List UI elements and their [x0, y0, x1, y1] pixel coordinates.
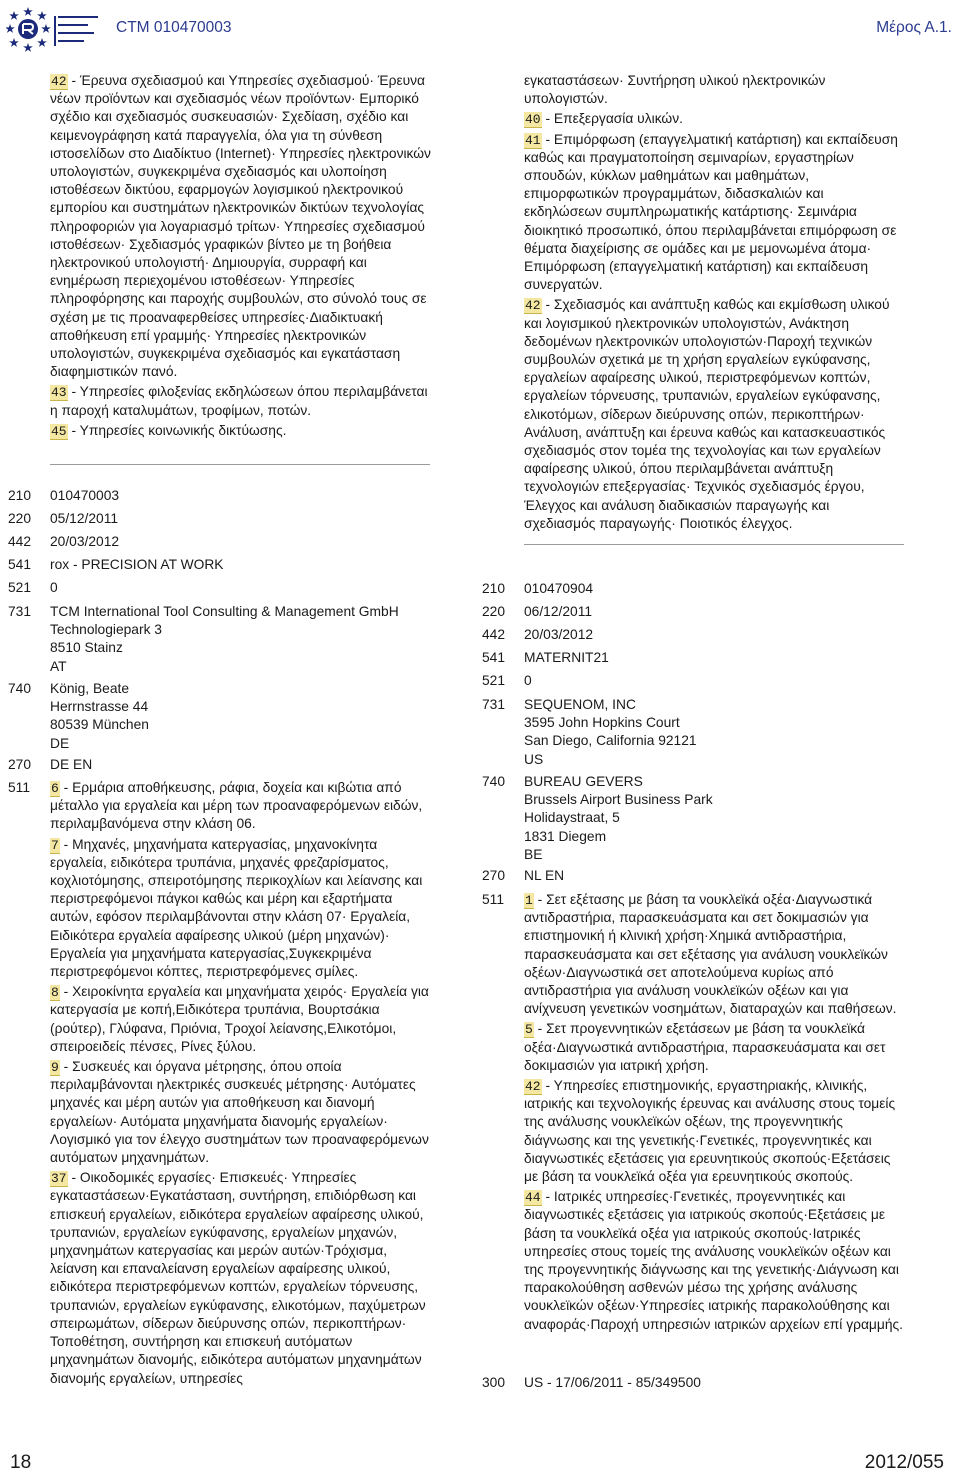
- field-value: 20/03/2012: [524, 627, 594, 642]
- field-code: 541: [8, 557, 32, 572]
- address-line: US: [524, 751, 544, 767]
- field-code: 220: [8, 511, 32, 526]
- field-value: 010470003: [50, 488, 120, 503]
- page-number: 18: [10, 1452, 32, 1473]
- field-value: 010470904: [524, 581, 594, 596]
- address-line: DE: [50, 735, 70, 751]
- class-text: - Έρευνα σχεδιασμού και Υπηρεσίες σχεδιασμού· Έρευνα νέων προϊόντων και σχεδιασμός νέων προϊόντων· Εμπορικό σχέδιο και σχεδιασμός συσκευασιών· Σχεδίαση, σχέδιο και κειμενογράφηση κατά παραγγελία, όλα για τη σύνθεση ιστοσελίδων στο Διαδίκτυο (Internet)· Υπηρεσίες ηλεκτρονικών υπολογιστών, συγκεκριμένα σχεδιασμός και υλοποίηση ιστοθέσεων δικτύου, εφαρμογών λογισμικού ηλεκτρονικού εμπορίου και συστημάτων ηλεκτρονικών δικτύων τεχνολογίας πληροφοριών για λογαριασμό τρίτων· Υπηρεσίες σχεδιασμού ιστοθέσεων· Σχεδιασμός γραφικών βίντεο με τη βοήθεια ηλεκτρονικού υπολογιστή· Δημιουργία, συρραφή και ενημέρωση περιεχομένου ιστοθέσεων· Υπηρεσίες πληροφόρησης και παροχής συμβουλών, στο σύνολό τους σε σχέση με τις προαναφερθείσες υπηρεσίες·Διαδικτυακή αποθήκευση επί γραμμής· Υπηρεσίες ηλεκτρονικών υπολογιστών, συγκεκριμένα σχεδιασμός και εγκατάσταση διαφημιστικών πανό.: [50, 73, 431, 380]
- page-header: [0, 0, 960, 60]
- class-text: - Υπηρεσίες φιλοξενίας εκδηλώσεων όπου περιλαμβάνεται η παροχή καταλυμάτων, τροφίμων, ποτών.: [50, 384, 428, 418]
- class-number: 37: [51, 1171, 67, 1187]
- class-item: [524, 131, 904, 295]
- class-text: - Σχεδιασμός και ανάπτυξη καθώς και εκμίσθωση υλικού και λογισμικού ηλεκτρονικών υπολογιστών, Ανάκτηση δεδομένων ηλεκτρονικών υπολογιστών·Παροχή τεχνικών συμβουλών σχετικά με τη χρήση εργαλείων εγκύφανσης, εργαλείων αφαίρεσης υλικού, περιστρεφόμενων κοπτών, εργαλείων τόρνευσης, τρυπανιών, εργαλείων εγκύφανσης, ελικοτόμων, σίδερων διεύρυνσης οπών, περικοπτήρων· Ανάλυση, ανάπτυξη και έρευνα καθώς και κατασκευαστικός σχεδιασμός στον τομέα της τεχνολογίας και των εργαλείων αφαίρεσης υλικού, όπου περιλαμβάνεται ανάπτυξη τεχνολογιών επεξεργασίας· Τεχνικός σχεδιασμός έργου, Έλεγχος και ανάλυση διαδικασιών παραγωγής και σχεδιασμός παραγωγής· Ποιοτικός έλεγχος.: [524, 297, 890, 531]
- field-code: 442: [8, 534, 32, 549]
- field-code: 511: [482, 892, 504, 907]
- address-line: 3595 John Hopkins Court: [524, 715, 680, 731]
- address-line: 1831 Diegem: [524, 828, 607, 844]
- address-line: AT: [50, 658, 67, 674]
- field-code: 740: [8, 681, 32, 696]
- field-code: 740: [482, 774, 506, 789]
- field-code: 521: [482, 673, 506, 688]
- class-text: - Επεξεργασία υλικών.: [541, 111, 683, 127]
- field-value: 0: [50, 580, 58, 595]
- address-line: Herrnstrasse 44: [50, 699, 149, 715]
- class-item: [50, 1169, 432, 1387]
- class-number: 43: [51, 385, 67, 401]
- class-text: - Ερμάρια αποθήκευσης, ράφια, δοχεία και κιβώτια από μέταλλο για εργαλεία και μέρη των προαναφερόμενων ειδών, περιλαμβανόμενα στην κλάση 06.: [50, 780, 423, 832]
- address-line: König, Beate: [50, 681, 130, 696]
- class-text: - Συσκευές και όργανα μέτρησης, όπου οποία περιλαμβάνονται ηλεκτρικές συσκευές μέτρησης· Αυτόματες μηχανές και μέρη αυτών για αποθήκευση και διανομή εργαλείων· Αυτόματα μηχανήματα διανομής εργαλείων· Λογισμικό για τον έλεγχο συστημάτων των προαναφερόμενων αυτόματων μηχανημάτων.: [50, 1059, 429, 1166]
- field-value: 20/03/2012: [50, 534, 120, 549]
- ohim-emblem-icon: [6, 4, 106, 56]
- class-text: - Ιατρικές υπηρεσίες·Γενετικές, προγεννητικές και διαγνωστικές εξετάσεις για ιατρικούς σκοπούς·Εξετάσεις με βάση τα νουκλεϊκά οξέα για ιατρικούς σκοπούς·Ιατρικές υπηρεσίες στους τομείς της ανάλυσης νουκλεϊκών οξέων και της προγεννητικής διάγνωσης και της γενετικής·Διάγνωση και παρακολούθηση ασθενών μέσω της χρήσης ανάλυσης νουκλεϊκών οξέων·Υπηρεσίες ιατρικής παρακολούθησης και αναφοράς·Παροχή υπηρεσιών ιατρικών αρχείων επί γραμμής.: [524, 1189, 903, 1332]
- class-number: 45: [51, 423, 67, 439]
- field-value: 05/12/2011: [50, 511, 119, 526]
- field-code: 220: [482, 604, 506, 619]
- left-continuation-classes: [50, 72, 432, 442]
- address-line: SEQUENOM, INC: [524, 697, 636, 712]
- class-number: 5: [525, 1022, 533, 1038]
- address-line: 8510 Stainz: [50, 640, 123, 656]
- class-item: [524, 1188, 904, 1334]
- class-item: [50, 1058, 432, 1167]
- class-text: - Επιμόρφωση (επαγγελματική κατάρτιση) και εκπαίδευση καθώς και πραγματοποίηση σεμιναρίων, εργαστηρίων σπουδών, κύκλων μαθημάτων και μαθημάτων, επιμορφωτικών προγραμμάτων, διδασκαλιών και εκδηλώσεων συμπληρωματικής κατάρτισης· Σεμινάρια διοικητικό προσωπικό, όπου περιλαμβάνεται επιμόρφωση σε θέματα διαχείρισης σε ομάδες και με μεμονωμένα άτομα· Επιμόρφωση (επαγγελματική κατάρτιση) και εκπαίδευση συνεργατών.: [524, 131, 898, 293]
- class-item: [50, 383, 432, 419]
- field-code: 270: [482, 868, 506, 883]
- address-line: 80539 München: [50, 717, 149, 733]
- class-list: [50, 779, 432, 1390]
- field-lines: [50, 680, 149, 753]
- address-line: TCM International Tool Consulting & Management GmbH: [50, 604, 399, 619]
- address-line: Technologiepark 3: [50, 622, 162, 638]
- class-item: [524, 1077, 904, 1186]
- class-item: [50, 779, 432, 834]
- field-value: US - 17/06/2011 - 85/349500: [524, 1375, 701, 1390]
- class-number: 8: [51, 985, 59, 1001]
- right-continuation-classes: [524, 72, 904, 535]
- class-number: 41: [525, 132, 541, 148]
- entry-divider: [524, 544, 904, 545]
- header-part: Μέρος Α.1.: [876, 19, 952, 36]
- class-item: [524, 110, 904, 128]
- class-item: [50, 422, 432, 440]
- continuation-text: εγκαταστάσεων· Συντήρηση υλικού ηλεκτρονικών υπολογιστών.: [524, 73, 826, 107]
- class-text: - Σετ εξέτασης με βάση τα νουκλεϊκά οξέα·Διαγνωστικά αντιδραστήρια, παρασκευάσματα και σετ δοκιμασιών για επιστημονική ή κλινική χρήση·Χημικά αντιδραστήρια, παρασκευάσματα και σετ εξέτασης για ανάλυση νουκλεϊκών οξέων·Διαγνωστικά σετ αποτελούμενα κυρίως από αντιδραστήρια για ανάλυση νουκλεϊκών οξέων και για ανίχνευση γενετικών νοσημάτων, διαταραχών και παθήσεων.: [524, 892, 897, 1017]
- field-code: 521: [8, 580, 32, 595]
- field-code: 731: [482, 697, 506, 712]
- field-value: DE EN: [50, 757, 93, 772]
- class-text: - Σετ προγεννητικών εξετάσεων με βάση τα νουκλεϊκά οξέα·Διαγνωστικά αντιδραστήρια, παρασκευάσματα και σετ δοκιμασιών για ιατρική χρήση.: [524, 1021, 886, 1073]
- class-number: 42: [525, 1079, 541, 1095]
- class-item: [50, 836, 432, 982]
- field-code: 442: [482, 627, 506, 642]
- issue-number: 2012/055: [864, 1452, 944, 1473]
- class-number: 6: [51, 781, 59, 796]
- field-code: 300: [482, 1375, 506, 1390]
- field-lines: [50, 603, 399, 676]
- field-value: 06/12/2011: [524, 604, 593, 619]
- field-code: 731: [8, 604, 32, 619]
- field-value: MATERNIT21: [524, 650, 609, 665]
- class-item: [50, 72, 432, 381]
- field-value: 0: [524, 673, 532, 688]
- field-code: 270: [8, 757, 32, 772]
- address-line: BE: [524, 846, 543, 862]
- class-number: 42: [525, 298, 541, 314]
- entry-divider: [50, 464, 430, 465]
- class-list: [524, 891, 904, 1336]
- class-number: 42: [51, 74, 67, 89]
- field-lines: [524, 773, 713, 864]
- field-value: NL EN: [524, 868, 565, 883]
- class-number: 9: [51, 1060, 59, 1076]
- address-line: San Diego, California 92121: [524, 733, 697, 749]
- header-title: CTM 010470003: [116, 19, 232, 36]
- address-line: Holidaystraat, 5: [524, 810, 620, 826]
- class-item: [524, 296, 904, 533]
- address-line: BUREAU GEVERS: [524, 774, 643, 789]
- field-code: 541: [482, 650, 506, 665]
- field-lines: [524, 696, 697, 769]
- class-number: 7: [51, 837, 59, 853]
- field-code: 210: [482, 581, 506, 596]
- class-item: [50, 983, 432, 1056]
- class-number: 44: [525, 1190, 541, 1206]
- class-text: - Υπηρεσίες κοινωνικής δικτύωσης.: [67, 422, 287, 438]
- class-text: - Μηχανές, μηχανήματα κατεργασίας, μηχανοκίνητα εργαλεία, ειδικότερα τρυπάνια, μηχανές φρεζαρίσματος, κοχλιοτόμησης, σπειροτόμησης περικοχλίων και λείανσης και περιστρεφόμενοι πάγκοι καθώς και μέρη και εξαρτήματα αυτών, εφόσον περιλαμβάνονται στην κλάση 07· Εργαλεία, Ειδικότερα εργαλεία αφαίρεσης υλικού (μέρη μηχανών)· Εργαλεία για μηχανήματα κατεργασίας,Συγκεκριμένα περιστρεφόμενοι κόπτες, περιστρεφόμενες σμίλες.: [50, 836, 423, 980]
- class-number: 40: [525, 112, 541, 128]
- field-code: 210: [8, 488, 32, 503]
- class-item: [524, 891, 904, 1018]
- class-text: - Οικοδομικές εργασίες· Επισκευές· Υπηρεσίες εγκαταστάσεων·Εγκατάσταση, συντήρηση, επιδιόρθωση και επισκευή εργαλείων, ειδικότερα εργαλείων αφαίρεσης υλικού, τρυπανιών, εργαλείων εγκύφανσης, εργαλείων μηχανών, μηχανημάτων κατεργασίας και μερών αυτών·Τρόχισμα, λείανση και επαναλείανση εργαλείων αφαίρεσης υλικού, ειδικότερα περιστρεφόμενων κοπτών, εργαλείων τόρνευσης, τρυπανιών, εργαλείων εγκύφανσης, ελικοτόμων, παχύμετρων σπειρωμάτων, σίδερων διεύρυνσης οπών, περικοπτήρων· Τοποθέτηση, συντήρηση και επισκευή αυτόματων μηχανημάτων διανομής, ειδικότερα αυτόματων μηχανημάτων διανομής εργαλείων, υπηρεσίες: [50, 1170, 426, 1386]
- class-number: 1: [525, 893, 533, 908]
- field-code: 511: [8, 780, 30, 795]
- field-value: rox - PRECISION AT WORK: [50, 557, 224, 572]
- class-item: [524, 1020, 904, 1075]
- class-text: - Χειροκίνητα εργαλεία και μηχανήματα χειρός· Εργαλεία για κατεργασία με κοπή,Ειδικότερα τρυπάνια, Βουρτσάκια (ρούτερ), Γλύφανα, Πριόνια, Τροχοί λείανσης,Ελικοτόμοι, σπειροειδείς πένσες, Ρίνες ξύλου.: [50, 984, 429, 1054]
- address-line: Brussels Airport Business Park: [524, 792, 713, 808]
- class-text: - Υπηρεσίες επιστημονικής, εργαστηριακής, κλινικής, ιατρικής και τεχνολογικής έρευνας και ανάλυσης στους τομείς της ανάλυσης νουκλεϊκών οξέων, της προγεννητικής διάγνωσης και της γενετικής·Γενετικές, προγεννητικές και διαγνωστικές εξετάσεις για ερευνητικούς σκοπούς·Εξετάσεις με βάση τα νουκλεϊκά οξέα για ερευνητικούς σκοπούς.: [524, 1078, 896, 1185]
